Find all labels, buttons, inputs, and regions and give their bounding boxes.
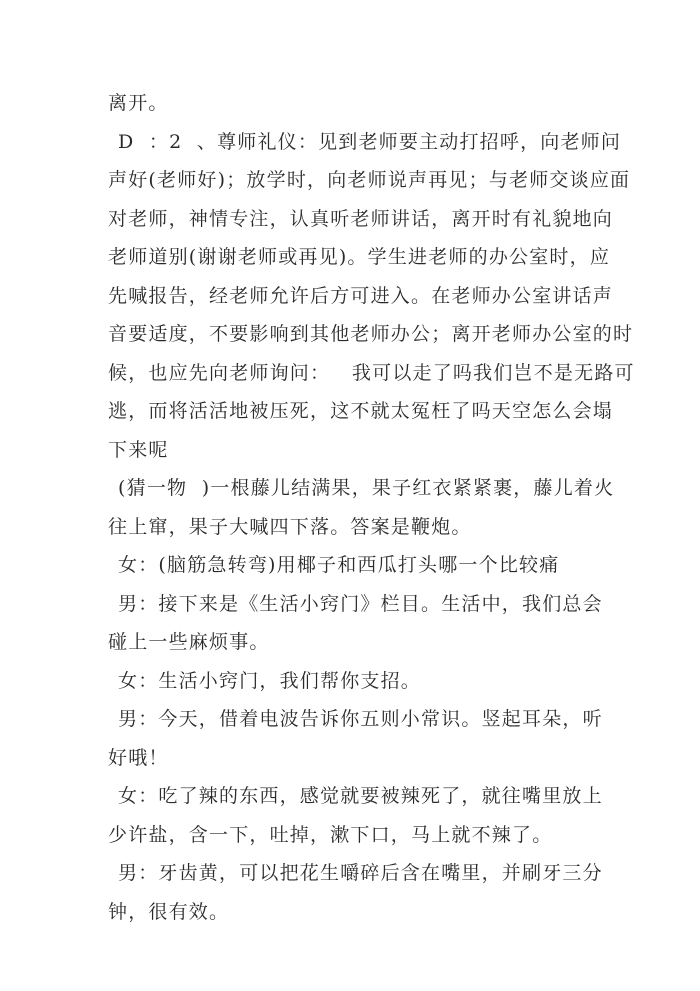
text-line: 少许盐，含一下，吐掉，漱下口，马上就不辣了。 xyxy=(108,823,553,846)
text-line: 下来呢 xyxy=(108,438,169,461)
text-line: 女：(脑筋急转弯)用椰子和西瓜打头哪一个比较痛 xyxy=(118,554,560,576)
text-line: 老师道别(谢谢老师或再见)。学生进老师的办公室时，应 xyxy=(108,246,611,268)
text-line: 往上窜，果子大喊四下落。答案是鞭炮。 xyxy=(108,515,472,538)
text-line: 声好(老师好)；放学时，向老师说声再见；与老师交谈应面 xyxy=(108,169,631,191)
text-line: 男：牙齿黄，可以把花生嚼碎后含在嘴里，并刷牙三分 xyxy=(118,862,603,884)
text-line: 女：吃了辣的东西，感觉就要被辣死了，就往嘴里放上 xyxy=(118,785,603,807)
document-body xyxy=(108,84,635,931)
text-line: 离开。 xyxy=(108,92,169,114)
text-line: 好哦！ xyxy=(108,746,169,769)
text-line: 钟，很有效。 xyxy=(108,900,230,923)
text-line: 碰上一些麻烦事。 xyxy=(108,631,270,653)
text-line: 女：生活小窍门，我们帮你支招。 xyxy=(118,669,422,692)
text-line: 逃，而将活活地被压死，这不就太冤枉了吗天空怎么会塌 xyxy=(108,400,614,422)
text-line: 音要适度，不要影响到其他老师办公；离开老师办公室的时 xyxy=(108,323,634,345)
text-line: 先喊报告，经老师允许后方可进入。在老师办公室讲话声 xyxy=(108,284,614,307)
text-line: D ：2 、尊师礼仪：见到老师要主动打招呼，向老师问 xyxy=(118,130,622,153)
text-line: 男：今天，借着电波告诉你五则小常识。竖起耳朵，听 xyxy=(118,708,603,730)
text-line: 候，也应先向老师询问： 我可以走了吗我们岂不是无路可 xyxy=(108,361,635,384)
text-line: 对老师，神情专注，认真听老师讲话，离开时有礼貌地向 xyxy=(108,207,614,230)
text-line: 男：接下来是《生活小窍门》栏目。生活中，我们总会 xyxy=(118,592,603,615)
text-line: (猜一物 )一根藤儿结满果，果子红衣紧紧裹，藤儿着火 xyxy=(118,477,615,499)
